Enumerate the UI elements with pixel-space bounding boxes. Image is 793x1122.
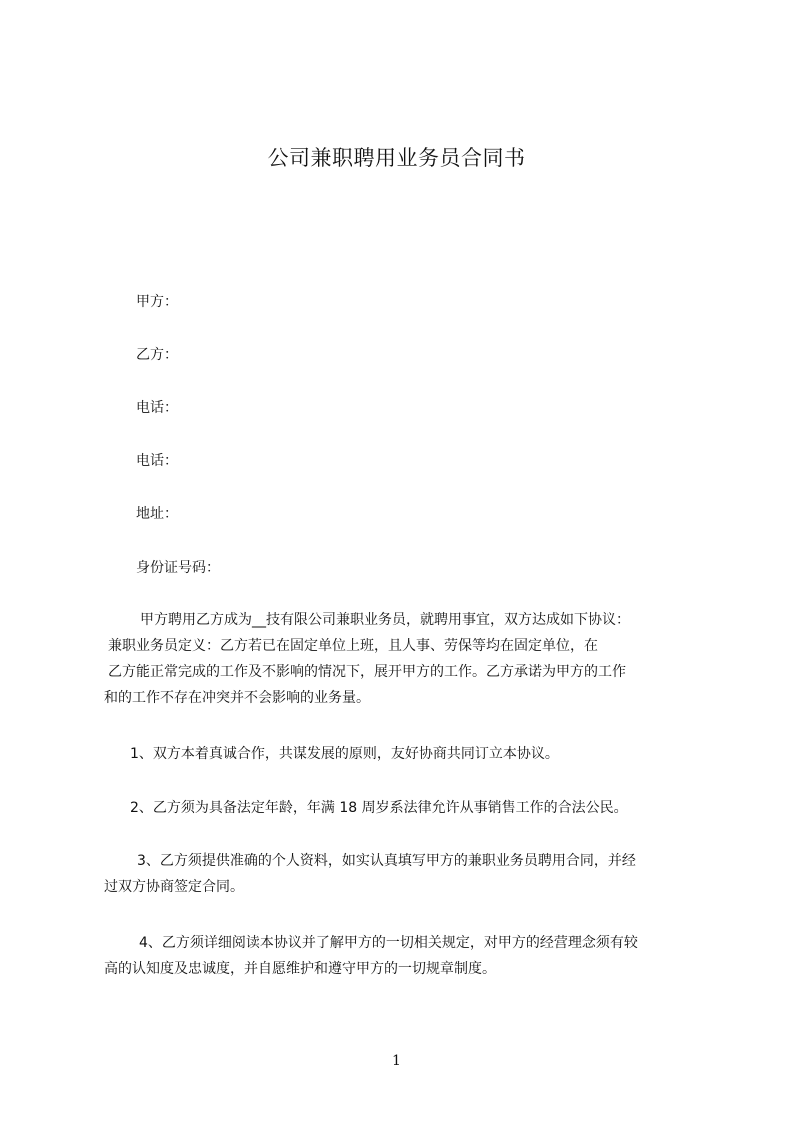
- address-field: 地址：: [136, 506, 178, 522]
- clause-4: [104, 930, 724, 982]
- intro-line: 兼职业务员定义：乙方若已在固定单位上班，且人事、劳保等均在固定单位，在: [108, 638, 598, 654]
- document-title: 公司兼职聘用业务员合同书: [267, 146, 526, 170]
- clause-line: 3、乙方须提供准确的个人资料，如实认真填写甲方的兼职业务员聘用合同，并经: [137, 853, 636, 869]
- clause-line: 过双方协商签定合同。: [104, 879, 244, 895]
- id-number-field: 身份证号码：: [136, 560, 220, 576]
- intro-line: 乙方能正常完成的工作及不影响的情况下，展开甲方的工作。乙方承诺为甲方的工作: [108, 664, 626, 680]
- clause-line: 1、双方本着真诚合作，共谋发展的原则，友好协商共同订立本协议。: [130, 746, 559, 762]
- clause-3: [104, 848, 724, 900]
- clause-2: [104, 795, 724, 821]
- intro-line: 和的工作不存在冲突并不会影响的业务量。: [104, 690, 370, 706]
- clause-1: [104, 741, 724, 767]
- intro-paragraph: [104, 607, 724, 711]
- page-number: 1: [392, 1053, 401, 1069]
- clause-line: 高的认知度及忠诚度，并自愿维护和遵守甲方的一切规章制度。: [104, 961, 496, 977]
- party-a-field: 甲方：: [136, 294, 178, 310]
- phone-field-1: 电话：: [136, 400, 178, 416]
- clause-line: 4、乙方须详细阅读本协议并了解甲方的一切相关规定，对甲方的经营理念须有较: [139, 935, 638, 951]
- clause-line: 2、乙方须为具备法定年龄，年满 18 周岁系法律允许从事销售工作的合法公民。: [130, 800, 628, 816]
- phone-field-2: 电话：: [136, 453, 178, 469]
- party-b-field: 乙方：: [136, 347, 178, 363]
- intro-line: 甲方聘用乙方成为__技有限公司兼职业务员，就聘用事宜，双方达成如下协议：: [140, 612, 630, 628]
